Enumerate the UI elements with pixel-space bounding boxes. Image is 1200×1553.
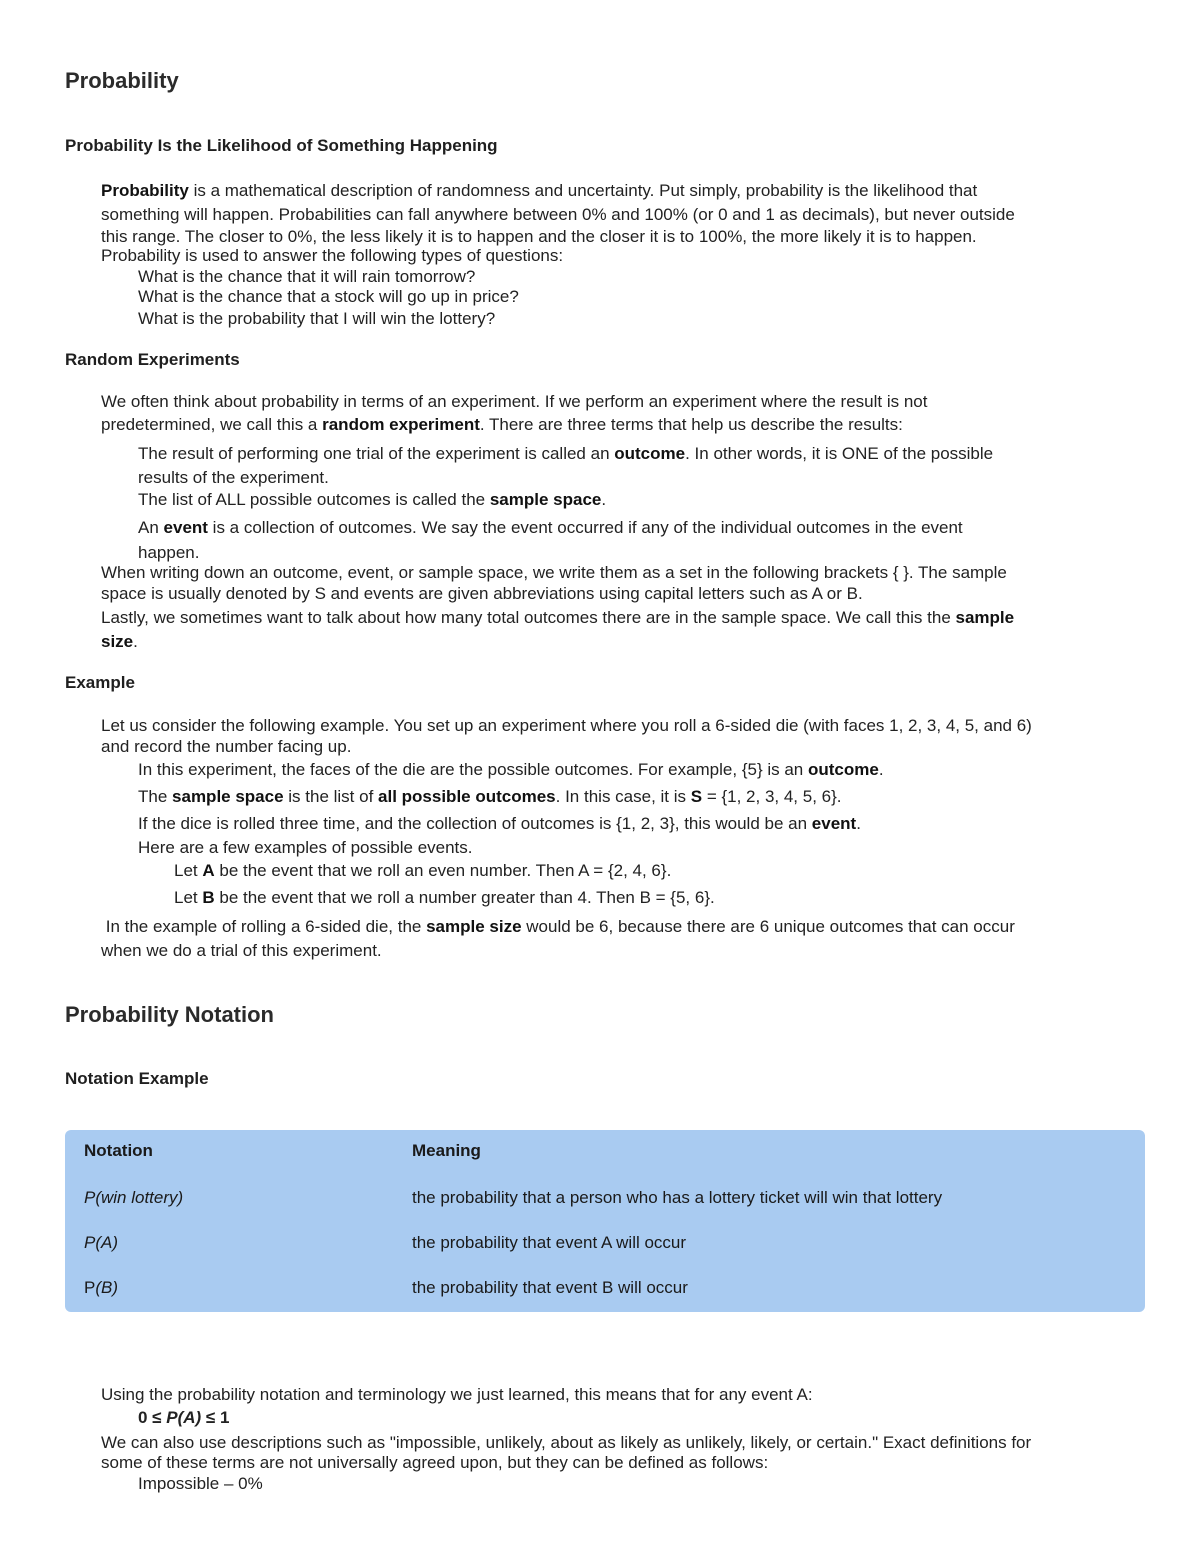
example-intro-line-2: and record the number facing up. (101, 737, 352, 756)
sample-size-line-2: size. (101, 632, 138, 651)
question-item: What is the probability that I will win the lottery? (138, 309, 496, 328)
table-cell-notation: P(B) (84, 1278, 119, 1297)
probability-paragraph-line-4: Probability is used to answer the following types of questions: (101, 246, 564, 265)
descriptions-line-1: We can also use descriptions such as "impossible, unlikely, about as likely as unlikely, likely, or certain." Exact definitions for (101, 1433, 1032, 1452)
question-item: What is the chance that a stock will go up in price? (138, 287, 519, 306)
probability-paragraph-line-1: Probability is a mathematical description of randomness and uncertainty. Put simply, probability is the likelihood that (101, 181, 978, 200)
descriptions-line-2: some of these terms are not universally agreed upon, but they can be defined as follows: (101, 1453, 769, 1472)
event-definition: An event is a collection of outcomes. We say the event occurred if any of the individual outcomes in the event (138, 518, 963, 537)
page-title: Probability (65, 68, 179, 93)
writing-line-1: When writing down an outcome, event, or sample space, we write them as a set in the following brackets { }. The sample (101, 563, 1007, 582)
question-item: What is the chance that it will rain tomorrow? (138, 267, 476, 286)
example-event-a: Let A be the event that we roll an even number. Then A = {2, 4, 6}. (174, 861, 672, 880)
example-bullet-event: If the dice is rolled three time, and the collection of outcomes is {1, 2, 3}, this would be an event. (138, 814, 861, 833)
example-bullet-sample-space: The sample space is the list of all possible outcomes. In this case, it is S = {1, 2, 3, 4, 5, 6}. (138, 787, 842, 806)
experiments-intro-line-2: predetermined, we call this a random experiment. There are three terms that help us describe the results: (101, 415, 903, 434)
example-intro-line-1: Let us consider the following example. You set up an experiment where you roll a 6-sided die (with faces 1, 2, 3, 4, 5, and 6) (101, 716, 1032, 735)
section-heading-random-experiments: Random Experiments (65, 350, 240, 369)
notation-table (65, 1130, 1145, 1312)
experiments-intro-line-1: We often think about probability in terms of an experiment. If we perform an experiment where the result is not (101, 392, 928, 411)
probability-paragraph-line-3: this range. The closer to 0%, the less likely it is to happen and the closer it is to 100%, the more likely it is to happen. (101, 227, 977, 246)
section-heading-likelihood: Probability Is the Likelihood of Something Happening (65, 136, 498, 155)
sample-space-definition: The list of ALL possible outcomes is called the sample space. (138, 490, 607, 509)
probability-inequality: 0 ≤ P(A) ≤ 1 (138, 1408, 230, 1427)
table-cell-notation: P(A) (84, 1233, 118, 1252)
table-cell-meaning: the probability that event B will occur (412, 1278, 688, 1297)
table-header-notation: Notation (84, 1141, 153, 1160)
example-bullet-outcome: In this experiment, the faces of the die are the possible outcomes. For example, {5} is an outcome. (138, 760, 884, 779)
example-sample-size-line-2: when we do a trial of this experiment. (101, 941, 382, 960)
term-sample-space: sample space (489, 490, 602, 509)
example-event-b: Let B be the event that we roll a number greater than 4. Then B = {5, 6}. (174, 888, 715, 907)
table-cell-notation: P(win lottery) (84, 1188, 184, 1207)
example-bullet-events-intro: Here are a few examples of possible events. (138, 838, 473, 857)
table-cell-meaning: the probability that event A will occur (412, 1233, 687, 1252)
term-outcome: outcome (614, 444, 686, 463)
term-sample: sample (955, 608, 1015, 627)
term-event: event (163, 518, 208, 537)
event-definition-line-2: happen. (138, 543, 200, 562)
writing-line-2: space is usually denoted by S and events are given abbreviations using capital letters such as A or B. (101, 584, 863, 603)
probability-paragraph-line-2: something will happen. Probabilities can fall anywhere between 0% and 100% (or 0 and 1 as decimals), but never outside (101, 205, 1015, 224)
section-title-notation: Probability Notation (65, 1002, 274, 1027)
notation-using-line: Using the probability notation and terminology we just learned, this means that for any event A: (101, 1385, 813, 1404)
table-cell-meaning: the probability that a person who has a lottery ticket will win that lottery (412, 1188, 943, 1207)
impossible-definition: Impossible – 0% (138, 1474, 263, 1493)
term-probability: Probability (101, 181, 189, 200)
section-heading-notation-example: Notation Example (65, 1069, 209, 1088)
outcome-definition-line-2: results of the experiment. (138, 468, 329, 487)
section-heading-example: Example (65, 673, 135, 692)
table-header-meaning: Meaning (412, 1141, 481, 1160)
term-size: size (101, 632, 134, 651)
outcome-definition: The result of performing one trial of the experiment is called an outcome. In other words, it is ONE of the possible (138, 444, 994, 463)
example-sample-size-line-1: In the example of rolling a 6-sided die, the sample size would be 6, because there are 6 unique outcomes that can occur (101, 917, 1015, 936)
term-random-experiment: random experiment (322, 415, 480, 434)
sample-size-line-1: Lastly, we sometimes want to talk about how many total outcomes there are in the sample space. We call this the sample (101, 608, 1015, 627)
